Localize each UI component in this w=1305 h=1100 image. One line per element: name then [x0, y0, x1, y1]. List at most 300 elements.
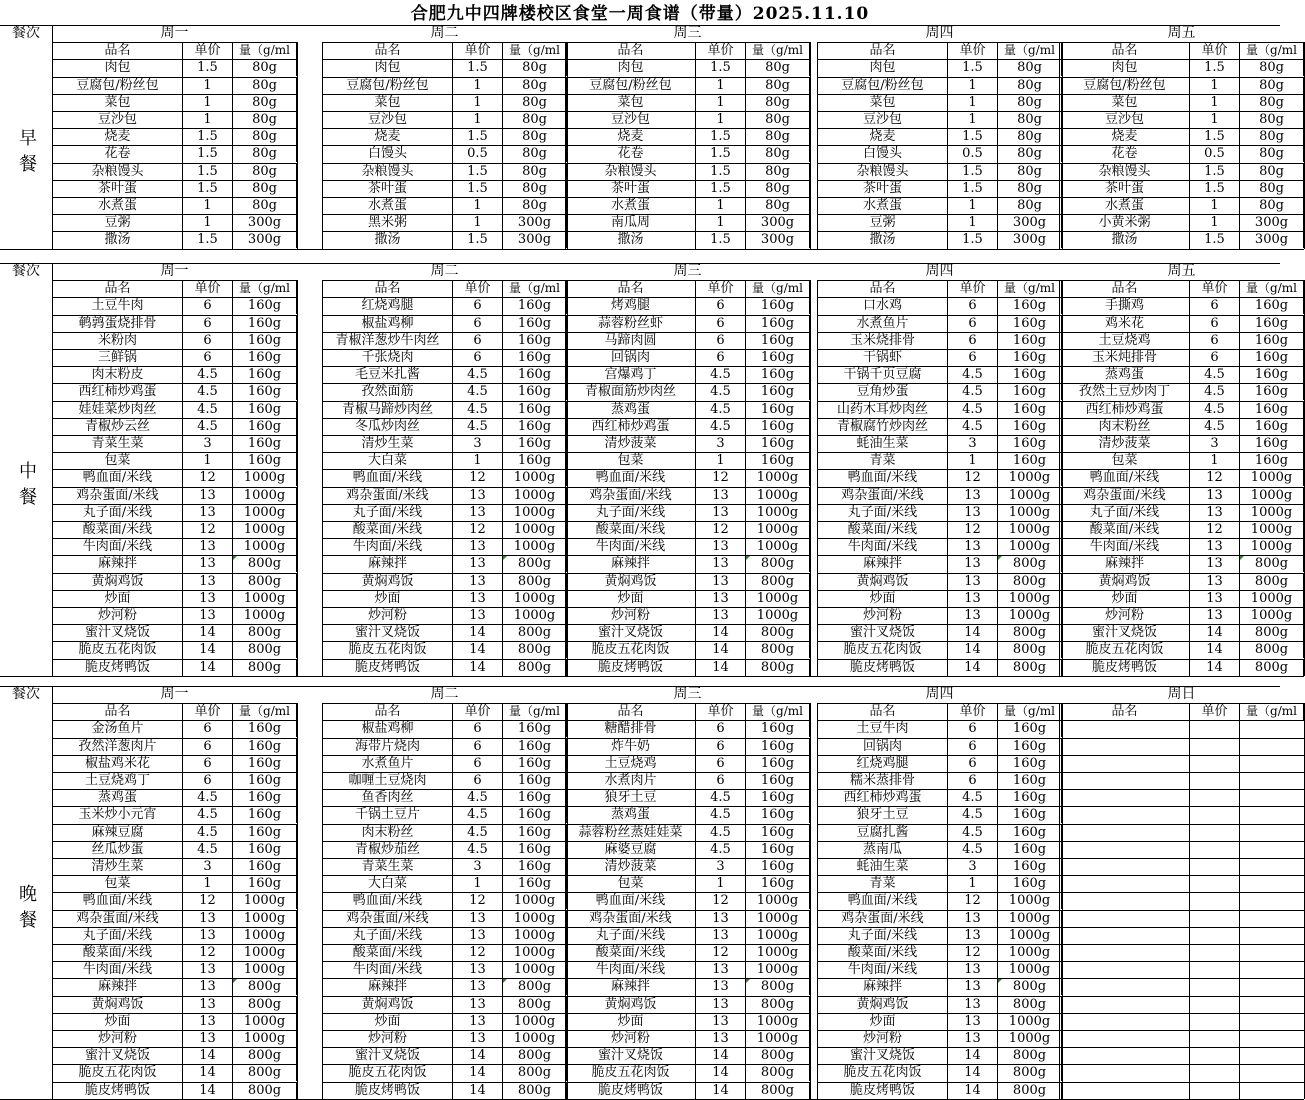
dish-price: 1: [947, 452, 997, 469]
dish-name: 脆皮烤鸭饭: [565, 1082, 695, 1099]
dish-quantity: 160g: [232, 383, 297, 400]
dish-price: 1.5: [182, 163, 232, 180]
dish-quantity: 80g: [232, 163, 297, 180]
col-header-name: 品名: [1059, 42, 1189, 59]
dish-quantity: 160g: [502, 297, 567, 314]
dish-name: 蜜汁叉烧饭: [322, 1047, 452, 1064]
dish-quantity: 160g: [1239, 332, 1304, 349]
dish-price: 13: [695, 961, 745, 978]
dish-name: 茶叶蛋: [1059, 180, 1189, 197]
dish-name: 马蹄肉圆: [565, 332, 695, 349]
dish-price: 4.5: [695, 383, 745, 400]
day-block: [817, 686, 1062, 1099]
dish-price: 12: [452, 944, 502, 961]
dish-quantity: 1000g: [745, 944, 810, 961]
dish-name: 玉米炖排骨: [1059, 349, 1189, 366]
dish-price: 1: [695, 452, 745, 469]
dish-quantity: 160g: [232, 297, 297, 314]
day-label: 周二: [322, 686, 567, 704]
dish-price: 3: [695, 435, 745, 452]
dish-quantity: 800g: [997, 555, 1062, 572]
day-block: [322, 25, 567, 249]
dish-price: 13: [182, 978, 232, 995]
dish-name: 花卷: [52, 145, 182, 162]
dish-name: 麻婆豆腐: [565, 841, 695, 858]
dish-name: 茶叶蛋: [52, 180, 182, 197]
dish-quantity: 160g: [502, 418, 567, 435]
dish-price: 13: [1189, 538, 1239, 555]
dish-price: 1.5: [182, 128, 232, 145]
dish-price: 6: [452, 720, 502, 737]
dish-name: 椒盐鸡米花: [52, 755, 182, 772]
dish-name: 水煮肉片: [565, 772, 695, 789]
dish-name: 包菜: [52, 875, 182, 892]
col-header-qty: 量（g/ml: [745, 280, 810, 297]
dish-name: 金汤鱼片: [52, 720, 182, 737]
dish-price: 6: [1189, 349, 1239, 366]
dish-quantity: 80g: [1239, 128, 1304, 145]
cell-note-marker: [233, 979, 237, 983]
dish-quantity: 160g: [1239, 418, 1304, 435]
day-label: 周四: [817, 25, 1062, 43]
day-label: 周五: [1059, 263, 1304, 281]
dish-quantity: 160g: [745, 755, 810, 772]
dish-quantity: 1000g: [745, 469, 810, 486]
day-block: [1059, 263, 1304, 676]
day-block: [52, 25, 297, 249]
dish-price: 1.5: [695, 231, 745, 248]
dish-price: 1: [695, 94, 745, 111]
row-divider: [322, 249, 567, 250]
column-divider: [810, 703, 811, 1099]
dish-quantity: 160g: [232, 401, 297, 418]
dish-quantity: 160g: [232, 332, 297, 349]
dish-price: 6: [695, 720, 745, 737]
dish-quantity: 80g: [997, 197, 1062, 214]
dish-name: 蚝油生菜: [817, 435, 947, 452]
dish-price: 13: [182, 555, 232, 572]
dish-quantity: 160g: [997, 452, 1062, 469]
dish-price: 1: [452, 214, 502, 231]
dish-quantity: 80g: [1239, 59, 1304, 76]
dish-quantity: 160g: [997, 297, 1062, 314]
dish-name: 清炒生菜: [52, 858, 182, 875]
dish-name: 清炒生菜: [322, 435, 452, 452]
dish-price: 1.5: [947, 180, 997, 197]
cell-note-marker: [998, 979, 1002, 983]
col-header-qty: 量（g/ml: [232, 42, 297, 59]
dish-quantity: 300g: [745, 214, 810, 231]
dish-name: 豆腐扎酱: [817, 824, 947, 841]
dish-quantity: 160g: [232, 875, 297, 892]
dish-price: 6: [182, 772, 232, 789]
dish-price: 12: [452, 892, 502, 909]
dish-price: 13: [1189, 590, 1239, 607]
dish-name: 西红柿炒鸡蛋: [565, 418, 695, 435]
dish-price: 6: [1189, 315, 1239, 332]
dish-quantity: 800g: [745, 624, 810, 641]
dish-quantity: 800g: [502, 1082, 567, 1099]
dish-price: 1: [947, 94, 997, 111]
row-divider: [1059, 1047, 1304, 1048]
dish-name: 蒸南瓜: [817, 841, 947, 858]
dish-price: 13: [947, 1030, 997, 1047]
dish-price: 14: [1189, 641, 1239, 658]
dish-quantity: 1000g: [997, 927, 1062, 944]
dish-quantity: 800g: [232, 641, 297, 658]
col-header-price: 单价: [1189, 280, 1239, 297]
dish-quantity: 80g: [232, 197, 297, 214]
dish-quantity: 1000g: [745, 538, 810, 555]
dish-price: 13: [947, 538, 997, 555]
dish-name: 酸菜面/米线: [1059, 521, 1189, 538]
dish-price: 1.5: [1189, 59, 1239, 76]
day-label: 周日: [1059, 686, 1304, 704]
dish-quantity: 800g: [502, 624, 567, 641]
dish-price: 1: [1189, 197, 1239, 214]
dish-quantity: 160g: [997, 366, 1062, 383]
cell-note-marker: [746, 556, 750, 560]
dish-quantity: 160g: [502, 738, 567, 755]
dish-name: 肉包: [52, 59, 182, 76]
dish-price: 13: [182, 961, 232, 978]
dish-name: 丸子面/米线: [565, 504, 695, 521]
dish-price: 13: [452, 996, 502, 1013]
dish-quantity: 1000g: [502, 944, 567, 961]
row-divider: [52, 676, 297, 677]
dish-quantity: 160g: [232, 755, 297, 772]
dish-price: 1.5: [695, 180, 745, 197]
dish-name: 撒汤: [322, 231, 452, 248]
dish-name: 椒盐鸡柳: [322, 720, 452, 737]
dish-quantity: 1000g: [745, 607, 810, 624]
dish-quantity: 160g: [997, 875, 1062, 892]
dish-quantity: 80g: [502, 111, 567, 128]
dish-quantity: 80g: [997, 128, 1062, 145]
dish-name: 炒河粉: [322, 607, 452, 624]
dish-name: 脆皮烤鸭饭: [817, 659, 947, 676]
dish-quantity: 800g: [997, 573, 1062, 590]
dish-price: 1: [695, 111, 745, 128]
dish-quantity: 160g: [745, 349, 810, 366]
dish-quantity: 1000g: [745, 487, 810, 504]
dish-quantity: 160g: [232, 452, 297, 469]
dish-name: 白馒头: [322, 145, 452, 162]
dish-quantity: 80g: [997, 59, 1062, 76]
day-label: 周一: [52, 263, 297, 281]
dish-quantity: 800g: [997, 659, 1062, 676]
dish-name: 脆皮五花肉饭: [322, 641, 452, 658]
dish-price: 4.5: [1189, 366, 1239, 383]
dish-price: 1.5: [695, 128, 745, 145]
dish-price: 4.5: [182, 383, 232, 400]
dish-name: 黄焖鸡饭: [322, 996, 452, 1013]
dish-quantity: 1000g: [745, 504, 810, 521]
dish-quantity: 80g: [745, 163, 810, 180]
dish-name: 狼牙土豆: [565, 789, 695, 806]
dish-name: 白馒头: [817, 145, 947, 162]
dish-price: 4.5: [947, 418, 997, 435]
dish-quantity: 160g: [502, 841, 567, 858]
dish-quantity: 160g: [745, 383, 810, 400]
dish-price: 13: [695, 927, 745, 944]
column-divider: [1189, 703, 1190, 1099]
cell-note-marker: [503, 556, 507, 560]
dish-name: 菜包: [52, 94, 182, 111]
dish-price: 1.5: [695, 163, 745, 180]
dish-name: 糖醋排骨: [565, 720, 695, 737]
dish-name: 水煮鱼片: [322, 755, 452, 772]
dish-quantity: 160g: [745, 772, 810, 789]
dish-name: 孜然洋葱肉片: [52, 738, 182, 755]
dish-price: 12: [695, 892, 745, 909]
dish-quantity: 1000g: [997, 961, 1062, 978]
dish-name: 杂粮馒头: [817, 163, 947, 180]
day-label: 周三: [565, 25, 810, 43]
row-divider: [817, 676, 1062, 677]
dish-quantity: 80g: [502, 145, 567, 162]
dish-price: 12: [1189, 521, 1239, 538]
dish-price: 4.5: [947, 824, 997, 841]
dish-name: 蒸鸡蛋: [565, 401, 695, 418]
dish-quantity: 300g: [745, 231, 810, 248]
dish-name: 牛肉面/米线: [1059, 538, 1189, 555]
dish-name: 脆皮五花肉饭: [52, 1064, 182, 1081]
dish-name: 黄焖鸡饭: [565, 996, 695, 1013]
dish-price: 13: [182, 590, 232, 607]
dish-quantity: 800g: [1239, 555, 1304, 572]
dish-name: 炒河粉: [1059, 607, 1189, 624]
col-header-qty: 量（g/ml: [502, 280, 567, 297]
meal-column-header: 餐次: [12, 686, 40, 702]
dish-name: 杂粮馒头: [322, 163, 452, 180]
dish-quantity: 1000g: [997, 469, 1062, 486]
dish-price: 6: [947, 297, 997, 314]
dish-quantity: 160g: [232, 806, 297, 823]
dish-quantity: 160g: [745, 452, 810, 469]
dish-price: 6: [947, 738, 997, 755]
dish-name: 娃娃菜炒肉丝: [52, 401, 182, 418]
dish-name: 西红柿炒鸡蛋: [52, 383, 182, 400]
dish-name: 包菜: [565, 875, 695, 892]
dish-price: 1.5: [1189, 180, 1239, 197]
dish-price: 6: [695, 297, 745, 314]
dish-name: 豆沙包: [817, 111, 947, 128]
col-header-name: 品名: [565, 280, 695, 297]
dish-quantity: 160g: [745, 435, 810, 452]
row-divider: [1059, 1064, 1304, 1065]
dish-price: 0.5: [452, 145, 502, 162]
dish-quantity: 1000g: [232, 538, 297, 555]
dish-quantity: 80g: [502, 197, 567, 214]
dish-name: 烧麦: [1059, 128, 1189, 145]
dish-quantity: 160g: [997, 789, 1062, 806]
dish-price: 6: [182, 332, 232, 349]
dish-name: 水煮鱼片: [817, 315, 947, 332]
dish-quantity: 80g: [997, 145, 1062, 162]
dish-name: 烧麦: [52, 128, 182, 145]
column-divider: [297, 280, 298, 676]
dish-quantity: 800g: [502, 555, 567, 572]
dish-price: 14: [452, 659, 502, 676]
dish-name: 蜜汁叉烧饭: [1059, 624, 1189, 641]
dish-name: 鸭血面/米线: [1059, 469, 1189, 486]
dish-name: 千张烧肉: [322, 349, 452, 366]
dish-quantity: 800g: [502, 659, 567, 676]
dish-name: 黑米粥: [322, 214, 452, 231]
dish-price: 14: [452, 1082, 502, 1099]
dish-name: 青椒炒茄丝: [322, 841, 452, 858]
dish-quantity: 160g: [745, 824, 810, 841]
row-divider: [322, 676, 567, 677]
dish-price: 12: [452, 521, 502, 538]
dish-name: 豆腐包/粉丝包: [322, 77, 452, 94]
row-divider: [52, 249, 297, 250]
dish-name: 土豆牛肉: [817, 720, 947, 737]
dish-name: 青菜: [817, 452, 947, 469]
dish-price: 6: [947, 349, 997, 366]
dish-quantity: 160g: [502, 315, 567, 332]
dish-quantity: 1000g: [1239, 607, 1304, 624]
dish-name: 炒河粉: [565, 607, 695, 624]
dish-name: 牛肉面/米线: [52, 538, 182, 555]
col-header-name: 品名: [52, 42, 182, 59]
col-header-price: 单价: [947, 703, 997, 720]
dish-quantity: 800g: [745, 659, 810, 676]
dish-quantity: 160g: [232, 789, 297, 806]
dish-name: 鸡杂蛋面/米线: [52, 487, 182, 504]
day-label: 周五: [1059, 25, 1304, 43]
col-header-qty: 量（g/ml: [745, 703, 810, 720]
dish-quantity: 1000g: [232, 892, 297, 909]
dish-quantity: 1000g: [502, 961, 567, 978]
dish-price: 1: [1189, 77, 1239, 94]
dish-price: 6: [452, 349, 502, 366]
dish-price: 13: [947, 996, 997, 1013]
dish-price: 6: [452, 755, 502, 772]
dish-quantity: 1000g: [1239, 538, 1304, 555]
dish-quantity: 1000g: [1239, 487, 1304, 504]
dish-price: 6: [695, 349, 745, 366]
dish-price: 1: [452, 94, 502, 111]
dish-name: 小黄米粥: [1059, 214, 1189, 231]
dish-name: 麻辣拌: [1059, 555, 1189, 572]
row-divider: [1059, 944, 1304, 945]
dish-name: 花卷: [1059, 145, 1189, 162]
dish-price: 13: [182, 927, 232, 944]
dish-price: 13: [695, 1030, 745, 1047]
dish-name: 蒸鸡蛋: [52, 789, 182, 806]
dish-price: 4.5: [452, 824, 502, 841]
dish-price: 1.5: [947, 59, 997, 76]
row-divider: [1059, 961, 1304, 962]
dish-price: 6: [452, 332, 502, 349]
dish-name: 水煮蛋: [565, 197, 695, 214]
dish-quantity: 300g: [502, 214, 567, 231]
dish-quantity: 80g: [502, 59, 567, 76]
dish-price: 13: [182, 607, 232, 624]
col-header-price: 单价: [695, 42, 745, 59]
dish-quantity: 160g: [1239, 297, 1304, 314]
col-header-price: 单价: [452, 703, 502, 720]
dish-quantity: 160g: [232, 418, 297, 435]
dish-quantity: 800g: [997, 641, 1062, 658]
col-header-qty: 量（g/ml: [502, 42, 567, 59]
dish-price: 14: [182, 624, 232, 641]
dish-name: 大白菜: [322, 452, 452, 469]
dish-quantity: 80g: [232, 111, 297, 128]
dish-price: 4.5: [452, 418, 502, 435]
col-header-qty: 量（g/ml: [232, 280, 297, 297]
dish-price: 13: [452, 927, 502, 944]
dish-name: 豆角炒蛋: [817, 383, 947, 400]
dish-quantity: 160g: [997, 858, 1062, 875]
dish-price: 4.5: [947, 841, 997, 858]
dish-name: 手撕鸡: [1059, 297, 1189, 314]
meal-section: [0, 263, 1297, 676]
col-header-name: 品名: [1059, 280, 1189, 297]
dish-quantity: 80g: [1239, 145, 1304, 162]
dish-name: 蜜汁叉烧饭: [817, 1047, 947, 1064]
dish-name: 蜜汁叉烧饭: [565, 624, 695, 641]
dish-price: 13: [452, 590, 502, 607]
dish-name: 脆皮烤鸭饭: [52, 1082, 182, 1099]
dish-quantity: 80g: [1239, 180, 1304, 197]
dish-price: 1.5: [182, 180, 232, 197]
dish-quantity: 1000g: [997, 1013, 1062, 1030]
row-divider: [1059, 978, 1304, 979]
dish-quantity: 160g: [745, 720, 810, 737]
dish-price: 4.5: [182, 824, 232, 841]
dish-quantity: 1000g: [745, 910, 810, 927]
dish-price: 13: [1189, 555, 1239, 572]
dish-quantity: 160g: [502, 349, 567, 366]
dish-quantity: 800g: [502, 573, 567, 590]
dish-name: 脆皮烤鸭饭: [322, 659, 452, 676]
dish-price: 12: [947, 892, 997, 909]
dish-quantity: 300g: [997, 231, 1062, 248]
dish-price: 14: [695, 641, 745, 658]
dish-price: 4.5: [695, 366, 745, 383]
column-divider: [810, 280, 811, 676]
dish-name: 水煮蛋: [817, 197, 947, 214]
row-divider: [1059, 858, 1304, 859]
dish-quantity: 80g: [502, 128, 567, 145]
dish-price: 14: [947, 1047, 997, 1064]
day-label: 周四: [817, 686, 1062, 704]
dish-name: 炒河粉: [817, 1030, 947, 1047]
dish-quantity: 160g: [502, 401, 567, 418]
dish-name: 脆皮五花肉饭: [817, 641, 947, 658]
dish-quantity: 160g: [232, 435, 297, 452]
dish-price: 1: [947, 214, 997, 231]
dish-price: 6: [695, 738, 745, 755]
dish-name: 炒河粉: [52, 1030, 182, 1047]
dish-price: 3: [182, 435, 232, 452]
dish-name: 鸡杂蛋面/米线: [565, 487, 695, 504]
dish-quantity: 800g: [232, 573, 297, 590]
meal-section: [0, 686, 1297, 1099]
dish-price: 12: [182, 521, 232, 538]
dish-name: 鸡杂蛋面/米线: [322, 487, 452, 504]
day-label: 周二: [322, 25, 567, 43]
dish-name: 口水鸡: [817, 297, 947, 314]
dish-price: 1: [452, 77, 502, 94]
dish-quantity: 160g: [997, 720, 1062, 737]
dish-name: 烧麦: [322, 128, 452, 145]
dish-quantity: 800g: [1239, 573, 1304, 590]
dish-price: 13: [182, 910, 232, 927]
